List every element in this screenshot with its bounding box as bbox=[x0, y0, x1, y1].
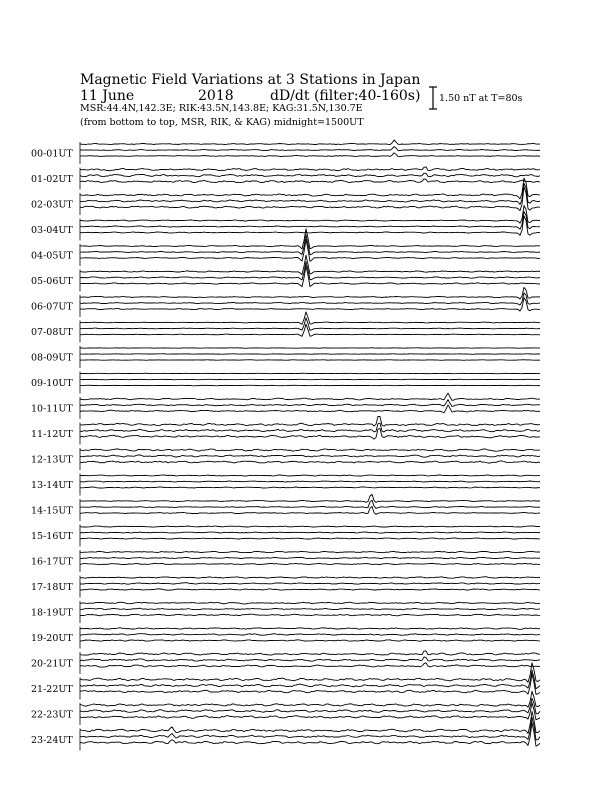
row-07-08UT bbox=[31, 312, 540, 343]
trace-RIK bbox=[80, 354, 540, 355]
trace-RIK bbox=[80, 293, 540, 305]
row-label: 06-07UT bbox=[31, 301, 73, 313]
trace-MSR bbox=[80, 674, 540, 695]
trace-MSR bbox=[80, 298, 540, 311]
trace-KAG bbox=[80, 711, 540, 733]
row-03-04UT bbox=[31, 206, 540, 241]
trace-MSR bbox=[80, 266, 540, 287]
trace-KAG bbox=[80, 526, 540, 527]
trace-KAG bbox=[80, 577, 540, 579]
row-15-16UT bbox=[31, 525, 540, 547]
trace-MSR bbox=[80, 461, 540, 463]
trace-MSR bbox=[80, 589, 540, 590]
trace-KAG bbox=[80, 229, 540, 249]
row-09-10UT bbox=[31, 372, 540, 394]
trace-KAG bbox=[80, 475, 540, 476]
trace-MSR bbox=[80, 429, 540, 440]
row-label: 11-12UT bbox=[31, 429, 73, 440]
trace-RIK bbox=[80, 634, 540, 636]
trace-RIK bbox=[80, 717, 540, 740]
trace-MSR bbox=[80, 487, 540, 488]
trace-KAG bbox=[80, 393, 540, 400]
trace-RIK bbox=[80, 423, 540, 432]
row-label: 15-16UT bbox=[31, 531, 73, 542]
trace-KAG bbox=[80, 628, 540, 630]
trace-RIK bbox=[80, 481, 540, 482]
row-11-12UT bbox=[31, 416, 540, 444]
row-label: 19-20UT bbox=[31, 633, 73, 644]
trace-RIK bbox=[80, 583, 540, 585]
plot-rows bbox=[31, 140, 540, 751]
row-label: 17-18UT bbox=[31, 582, 73, 593]
row-label: 23-24UT bbox=[31, 735, 73, 746]
trace-RIK bbox=[80, 455, 540, 457]
trace-KAG bbox=[80, 449, 540, 451]
row-20-21UT bbox=[31, 651, 540, 674]
scale-bar bbox=[429, 87, 437, 109]
scale-bar-label: 1.50 nT at T=80s bbox=[439, 93, 523, 104]
row-label: 09-10UT bbox=[31, 378, 73, 389]
trace-RIK bbox=[80, 608, 540, 610]
row-label: 00-01UT bbox=[31, 148, 73, 160]
trace-KAG bbox=[80, 287, 540, 299]
row-label: 12-13UT bbox=[31, 454, 73, 466]
trace-RIK bbox=[80, 557, 540, 558]
row-label: 08-09UT bbox=[31, 352, 73, 364]
trace-RIK bbox=[80, 532, 540, 533]
trace-RIK bbox=[80, 698, 540, 714]
trace-KAG bbox=[80, 416, 540, 426]
row-02-03UT bbox=[31, 178, 540, 215]
station-order-note: (from bottom to top, MSR, RIK, & KAG) midnight=1500UT bbox=[80, 117, 364, 128]
trace-KAG bbox=[80, 602, 540, 604]
trace-RIK bbox=[80, 400, 540, 407]
row-label: 03-04UT bbox=[31, 225, 73, 236]
date-label: 11 June bbox=[80, 88, 135, 104]
chart-title: Magnetic Field Variations at 3 Stations in Japan bbox=[80, 72, 421, 88]
trace-RIK bbox=[80, 235, 540, 255]
row-label: 07-08UT bbox=[31, 327, 73, 338]
trace-KAG bbox=[80, 373, 540, 374]
row-label: 18-19UT bbox=[31, 607, 73, 619]
trace-RIK bbox=[80, 262, 540, 280]
trace-KAG bbox=[80, 348, 540, 349]
trace-MSR bbox=[80, 663, 540, 667]
trace-MSR bbox=[80, 187, 540, 211]
row-label: 10-11UT bbox=[31, 403, 73, 415]
trace-MSR bbox=[80, 723, 540, 747]
trace-KAG bbox=[80, 551, 540, 552]
row-label: 13-14UT bbox=[31, 480, 73, 491]
row-label: 16-17UT bbox=[31, 556, 73, 568]
row-18-19UT bbox=[31, 601, 540, 623]
quantity-label: dD/dt (filter:40-160s) bbox=[270, 88, 421, 104]
row-16-17UT bbox=[31, 550, 540, 572]
trace-MSR bbox=[80, 239, 540, 261]
row-13-14UT bbox=[31, 474, 540, 496]
trace-RIK bbox=[80, 379, 540, 380]
trace-RIK bbox=[80, 657, 540, 661]
row-08-09UT bbox=[31, 346, 540, 368]
trace-KAG bbox=[80, 140, 540, 145]
row-label: 20-21UT bbox=[31, 658, 73, 670]
row-21-22UT bbox=[31, 663, 540, 700]
row-10-11UT bbox=[31, 393, 540, 419]
row-label: 04-05UT bbox=[31, 250, 73, 262]
trace-RIK bbox=[80, 147, 540, 151]
trace-KAG bbox=[80, 178, 540, 199]
row-06-07UT bbox=[31, 287, 540, 317]
trace-MSR bbox=[80, 360, 540, 361]
row-05-06UT bbox=[31, 255, 540, 291]
trace-MSR bbox=[80, 614, 540, 616]
row-12-13UT bbox=[31, 448, 540, 470]
trace-MSR bbox=[80, 538, 540, 539]
trace-KAG bbox=[80, 494, 540, 502]
trace-MSR bbox=[80, 640, 540, 642]
row-label: 01-02UT bbox=[31, 174, 73, 185]
row-17-18UT bbox=[31, 576, 540, 598]
row-label: 22-23UT bbox=[31, 709, 73, 721]
row-14-15UT bbox=[31, 494, 540, 521]
trace-MSR bbox=[80, 179, 540, 183]
year-label: 2018 bbox=[198, 88, 234, 104]
trace-MSR bbox=[80, 216, 540, 235]
row-04-05UT bbox=[31, 229, 540, 266]
trace-KAG bbox=[80, 167, 540, 171]
trace-MSR bbox=[80, 563, 540, 564]
trace-KAG bbox=[80, 312, 540, 325]
trace-KAG bbox=[80, 206, 540, 224]
row-label: 02-03UT bbox=[31, 199, 73, 211]
row-label: 05-06UT bbox=[31, 276, 73, 287]
trace-MSR bbox=[80, 153, 540, 157]
trace-KAG bbox=[80, 691, 540, 707]
row-22-23UT bbox=[31, 691, 540, 725]
row-00-01UT bbox=[31, 140, 540, 164]
row-label: 14-15UT bbox=[31, 505, 73, 517]
trace-MSR bbox=[80, 385, 540, 386]
stations-info: MSR:44.4N,142.3E; RIK:43.5N,143.8E; KAG:31.5N,130.7E bbox=[80, 103, 363, 114]
trace-RIK bbox=[80, 173, 540, 177]
trace-KAG bbox=[80, 651, 540, 655]
row-label: 21-22UT bbox=[31, 684, 73, 695]
row-19-20UT bbox=[31, 627, 540, 649]
trace-RIK bbox=[80, 184, 540, 205]
row-01-02UT bbox=[31, 167, 540, 190]
